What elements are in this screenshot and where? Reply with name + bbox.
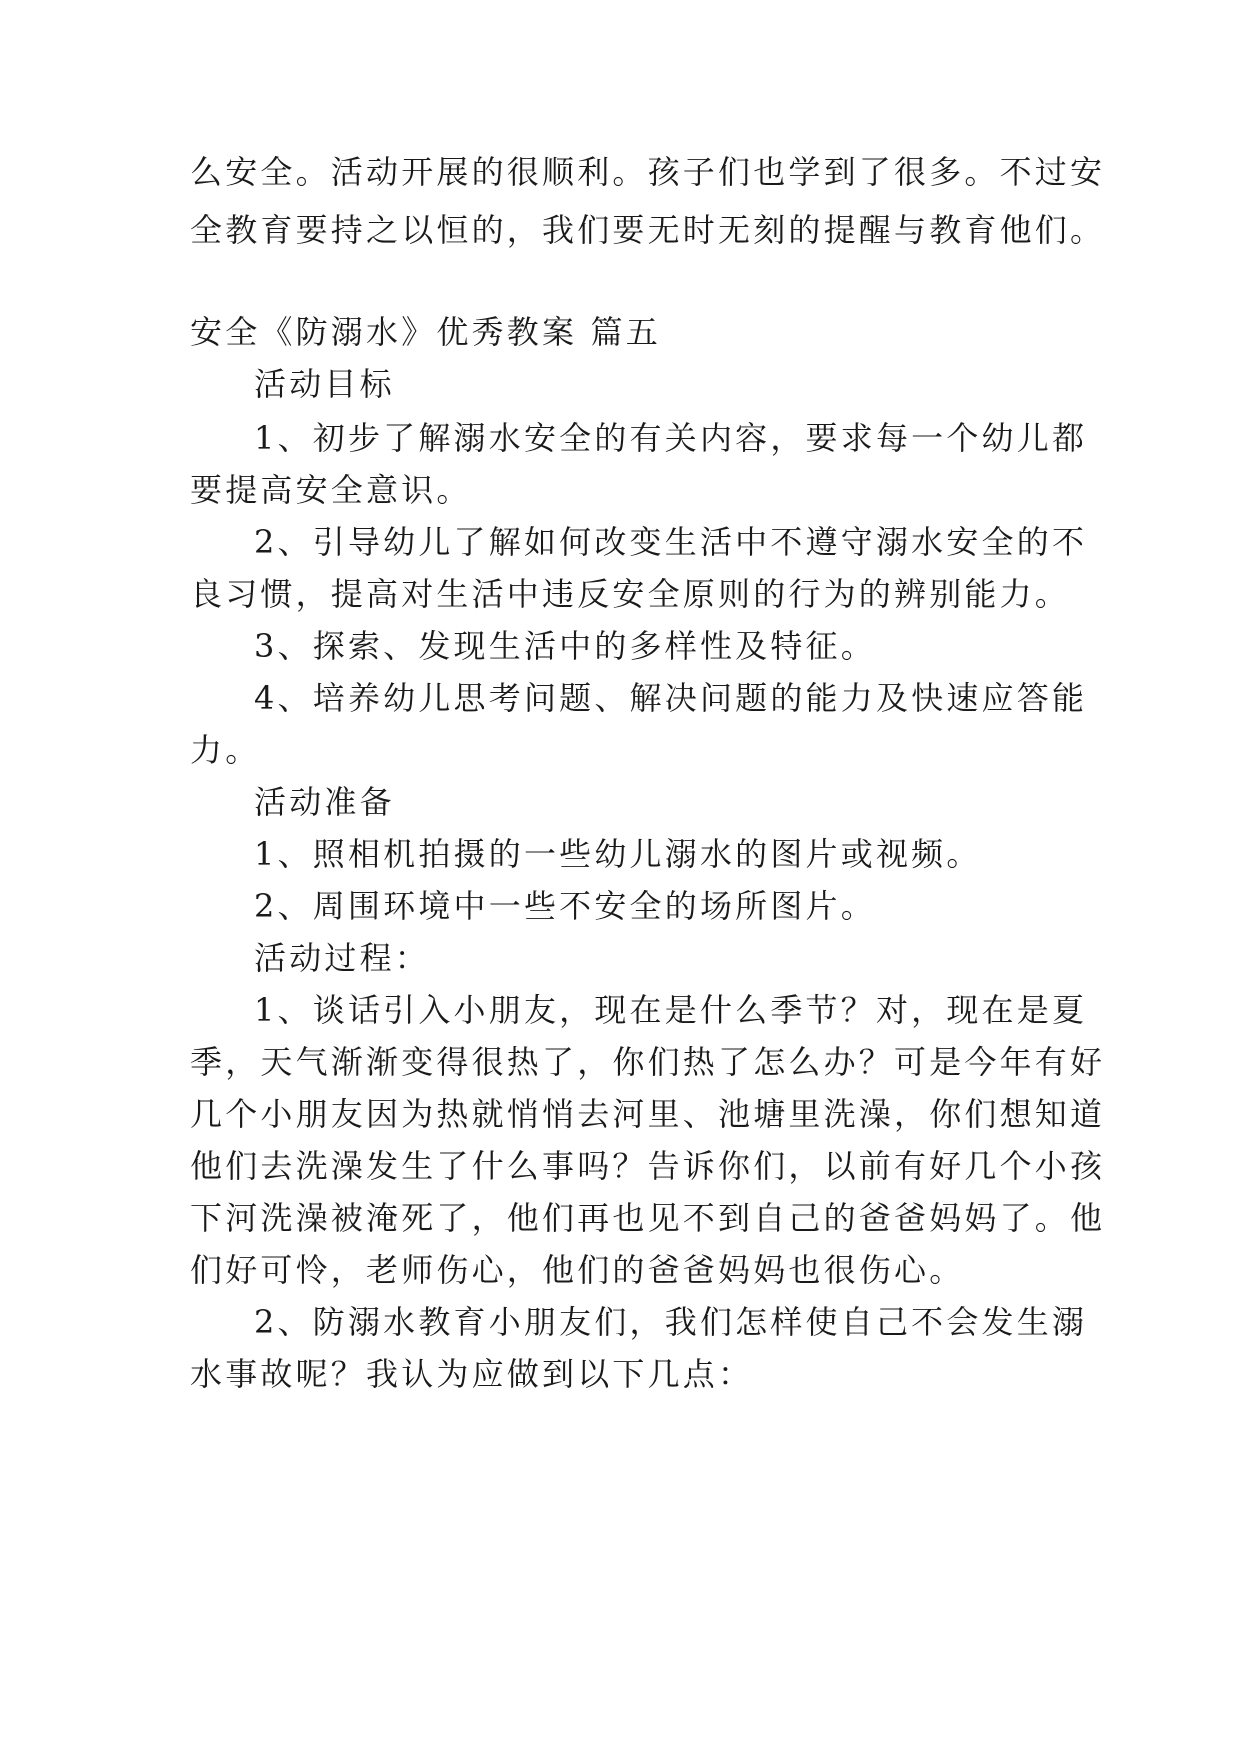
paragraph-line: 他们去洗澡发生了什么事吗？告诉你们，以前有好几个小孩 [190,1147,1106,1185]
section-heading: 安全《防溺水》优秀教案 篇五 [190,313,661,351]
subheading-process: 活动过程： [254,939,431,977]
paragraph-line: 1、谈话引入小朋友，现在是什么季节？对，现在是夏 [254,991,1088,1029]
subheading-goals: 活动目标 [254,365,395,403]
paragraph-line: 么安全。活动开展的很顺利。孩子们也学到了很多。不过安 [190,153,1106,191]
paragraph-line: 力。 [190,731,261,769]
paragraph-line: 水事故呢？我认为应做到以下几点： [190,1355,754,1393]
paragraph-line: 2、引导幼儿了解如何改变生活中不遵守溺水安全的不 [254,523,1088,561]
paragraph-line: 几个小朋友因为热就悄悄去河里、池塘里洗澡，你们想知道 [190,1095,1106,1133]
subheading-preparation: 活动准备 [254,783,395,821]
paragraph-line: 2、周围环境中一些不安全的场所图片。 [254,887,876,925]
paragraph-line: 要提高安全意识。 [190,471,472,509]
paragraph-line: 2、防溺水教育小朋友们，我们怎样使自己不会发生溺 [254,1303,1088,1341]
paragraph-line: 1、初步了解溺水安全的有关内容，要求每一个幼儿都 [254,419,1088,457]
paragraph-line: 全教育要持之以恒的，我们要无时无刻的提醒与教育他们。 [190,211,1106,249]
paragraph-line: 们好可怜，老师伤心，他们的爸爸妈妈也很伤心。 [190,1251,965,1289]
paragraph-line: 4、培养幼儿思考问题、解决问题的能力及快速应答能 [254,679,1088,717]
paragraph-line: 下河洗澡被淹死了，他们再也见不到自己的爸爸妈妈了。他 [190,1199,1106,1237]
document-page [190,0,1106,1754]
paragraph-line: 1、照相机拍摄的一些幼儿溺水的图片或视频。 [254,835,982,873]
paragraph-line: 季，天气渐渐变得很热了，你们热了怎么办？可是今年有好 [190,1043,1106,1081]
paragraph-line: 3、探索、发现生活中的多样性及特征。 [254,627,876,665]
paragraph-line: 良习惯，提高对生活中违反安全原则的行为的辨别能力。 [190,575,1071,613]
